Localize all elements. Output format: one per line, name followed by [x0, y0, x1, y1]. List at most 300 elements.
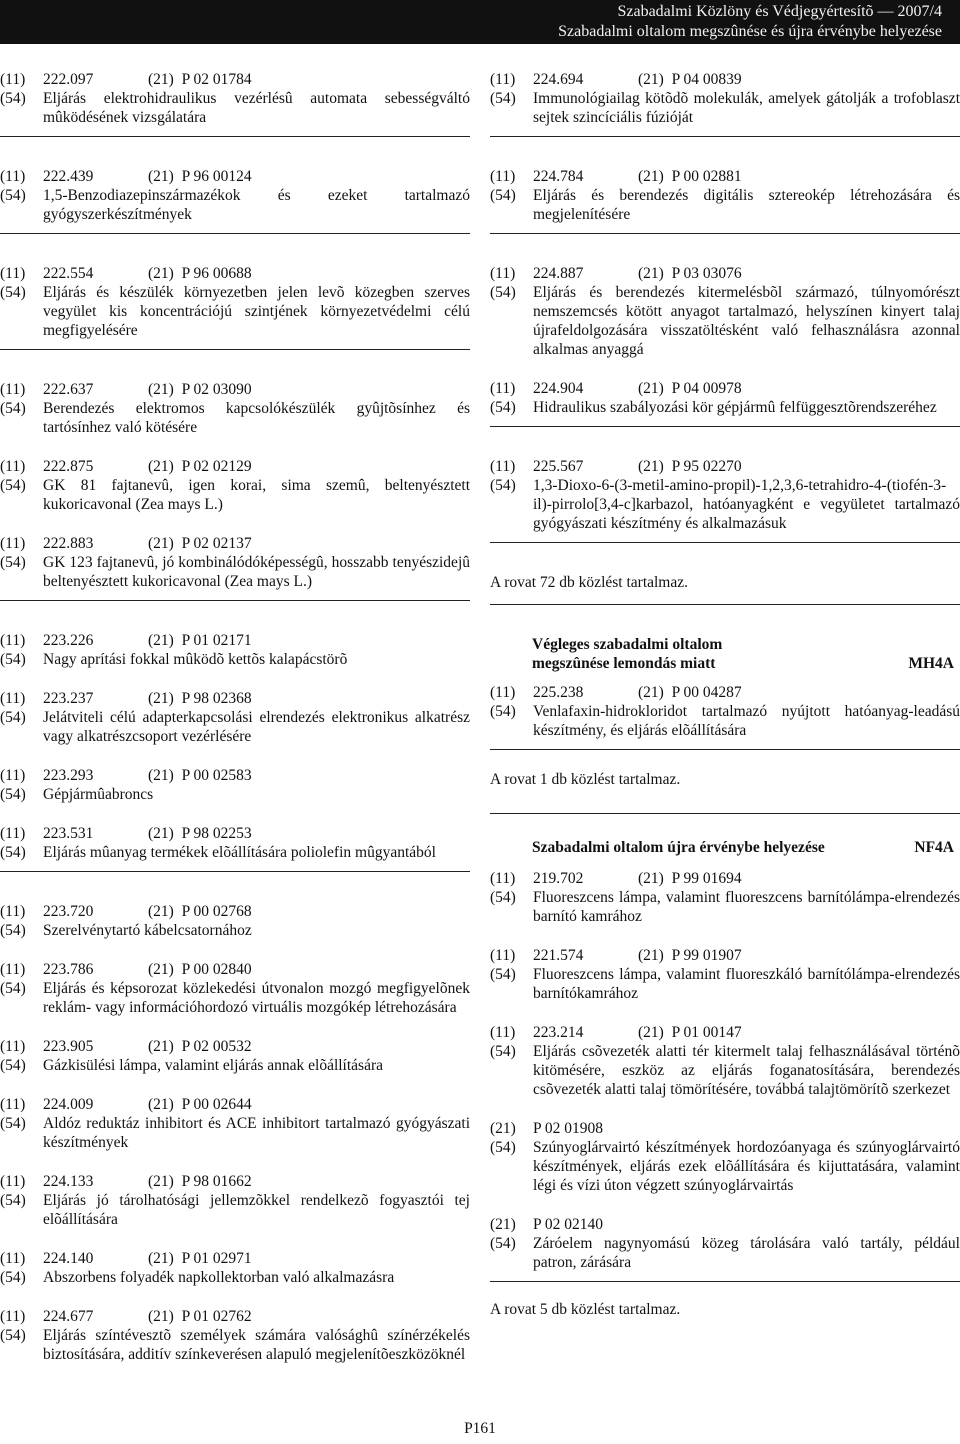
- code-21-label: (21): [638, 458, 664, 475]
- spacer: [490, 359, 960, 379]
- patent-number-cell: [43, 264, 470, 283]
- patent-number: 223.786: [43, 961, 94, 978]
- section-heading-line2: megszûnése lemondás miatt: [532, 655, 716, 672]
- invention-title: Aldóz reduktáz inhibitort és ACE inhibitort tartalmazó gyógyászati készítmények: [43, 1115, 470, 1151]
- patent-number-row: [490, 683, 960, 702]
- code-21-label: (21): [638, 71, 664, 88]
- patent-number: 223.226: [43, 632, 94, 649]
- spacer: [0, 1152, 470, 1172]
- title-row: [490, 398, 960, 417]
- patent-number-cell: [533, 70, 960, 89]
- spacer: [0, 746, 470, 766]
- code-54-label: (54): [0, 187, 26, 204]
- patent-number-cell: [43, 457, 470, 476]
- code-54-label: (54): [490, 284, 516, 301]
- code-11-label: (11): [0, 632, 26, 649]
- spacer: [0, 147, 470, 167]
- spacer: [0, 514, 470, 534]
- code-11-label: (11): [0, 458, 26, 475]
- patent-number-row: [490, 1023, 960, 1042]
- code-11-label: (11): [0, 1173, 26, 1190]
- title-row: [490, 1234, 960, 1272]
- application-number: P 01 02971: [181, 1250, 252, 1267]
- code-11-label: (11): [490, 684, 516, 701]
- patent-number-cell: [533, 379, 960, 398]
- invention-title: Eljárás és képsorozat közlekedési útvonalon mozgó megfigyelõnek reklám- vagy információhordozó virtuális mozgókép létrehozására: [43, 980, 470, 1016]
- patent-entry: [0, 380, 470, 437]
- divider: [490, 426, 960, 427]
- divider: [490, 136, 960, 137]
- application-number: P 98 02368: [181, 690, 252, 707]
- invention-title: Immunológiailag kötõdõ molekulák, amelyek gátolják a trofoblaszt sejtek szincíciális fúzióját: [533, 90, 960, 126]
- code-11-label: (11): [0, 1250, 26, 1267]
- code-21-label: (21): [638, 168, 664, 185]
- title-row: [0, 785, 470, 804]
- invention-title: Fluoreszcens lámpa, valamint fluoreszcens barnítólámpa-elrendezés barnító kamrához: [533, 889, 960, 925]
- code-11-label: (11): [0, 1308, 26, 1325]
- patent-entry: [490, 264, 960, 359]
- code-21-label: (21): [148, 535, 174, 552]
- spacer: [0, 804, 470, 824]
- code-21-label: (21): [490, 1120, 516, 1137]
- patent-number-row: [490, 869, 960, 888]
- code-21-label: (21): [148, 690, 174, 707]
- patent-number: 222.883: [43, 535, 94, 552]
- code-11-label: (11): [0, 535, 26, 552]
- invention-title: 1,5-Benzodiazepinszármazékok és ezeket tartalmazó gyógyszerkészítmények: [43, 187, 470, 223]
- title-row: [0, 476, 470, 514]
- code-54-label: (54): [0, 786, 26, 803]
- application-number: P 99 01694: [671, 870, 742, 887]
- code-11-label: (11): [0, 903, 26, 920]
- patent-number: 219.702: [533, 870, 584, 887]
- code-11-label: (11): [0, 1038, 26, 1055]
- patent-number-cell: [43, 1037, 470, 1056]
- patent-number-row: [0, 1172, 470, 1191]
- patent-number-row: [0, 534, 470, 553]
- spacer: [490, 760, 960, 770]
- invention-title: Gázkisülési lámpa, valamint eljárás annak elõállítására: [43, 1057, 384, 1074]
- code-54-label: (54): [0, 1327, 26, 1344]
- patent-number: 225.238: [533, 684, 584, 701]
- invention-title: GK 123 fajtanevû, jó kombinálódóképességû, hosszabb tenyészidejû beltenyésztett kukoricavonal (Zea mays L.): [43, 554, 470, 590]
- patent-entry: [0, 1307, 470, 1364]
- spacer: [490, 1099, 960, 1119]
- patent-number-row: [0, 824, 470, 843]
- patent-number-row: [490, 379, 960, 398]
- invention-title: Eljárás és berendezés kitermelésbõl származó, túlnyomórészt nemszemcsés kötött anyagot tartalmazó, helyszínen kinyert talaj újrafeldolgozására visszatöltésként való felhasználásra azonnal alkalmas anyaggá: [533, 284, 960, 358]
- patent-number: 223.293: [43, 767, 94, 784]
- application-number: P 02 01784: [181, 71, 252, 88]
- patent-number-row: [0, 766, 470, 785]
- section-heading-line1: Szabadalmi oltalom újra érvénybe helyezése: [532, 839, 825, 856]
- spacer: [490, 1195, 960, 1215]
- application-number: P 00 02840: [181, 961, 252, 978]
- code-54-label: (54): [0, 709, 26, 726]
- spacer: [0, 1075, 470, 1095]
- patent-entry: [490, 1215, 960, 1272]
- invention-title: Eljárás csõvezeték alatti tér kitermelt talaj felhasználásával történõ kitömésére, eszköz az eljárás foganatosítására, berendezés csõvezeték alatti talaj tömörítésére, továbbá talajtömörítõ szerkezet: [533, 1043, 960, 1098]
- patent-number-row: [0, 264, 470, 283]
- title-row: [490, 888, 960, 926]
- divider: [490, 604, 960, 605]
- patent-number-cell: [533, 1023, 960, 1042]
- patent-entry: [490, 167, 960, 224]
- code-21-label: (21): [490, 1216, 516, 1233]
- title-row: [490, 476, 960, 533]
- code-21-label: (21): [638, 380, 664, 397]
- spacer: [490, 147, 960, 167]
- invention-title: Berendezés elektromos kapcsolókészülék gyûjtõsínhez és tartósínhez való kötésére: [43, 400, 470, 436]
- spacer: [0, 669, 470, 689]
- patent-number-cell: [43, 689, 470, 708]
- title-row: [0, 843, 470, 862]
- application-number: P 02 02140: [533, 1216, 604, 1233]
- patent-number: 224.904: [533, 380, 584, 397]
- application-number: P 00 02881: [671, 168, 742, 185]
- spacer: [0, 437, 470, 457]
- code-11-label: (11): [0, 1096, 26, 1113]
- divider: [490, 1281, 960, 1282]
- patent-number-cell: [43, 1249, 470, 1268]
- code-54-label: (54): [490, 90, 516, 107]
- title-row: [490, 186, 960, 224]
- title-row: [0, 650, 470, 669]
- code-54-label: (54): [0, 1192, 26, 1209]
- invention-title: GK 81 fajtanevû, igen korai, sima szemû, beltenyésztett kukoricavonal (Zea mays L.): [43, 477, 470, 513]
- left-column: [0, 70, 470, 1364]
- patent-entry: [0, 960, 470, 1017]
- code-11-label: (11): [490, 458, 516, 475]
- code-54-label: (54): [490, 1235, 516, 1252]
- code-21-label: (21): [148, 1308, 174, 1325]
- application-number: P 01 00147: [671, 1024, 742, 1041]
- divider: [0, 349, 470, 350]
- patent-number-row: [0, 70, 470, 89]
- application-number: P 00 02644: [181, 1096, 252, 1113]
- code-54-label: (54): [490, 1043, 516, 1060]
- spacer: [0, 882, 470, 902]
- code-54-label: (54): [490, 187, 516, 204]
- patent-number-cell: [43, 766, 470, 785]
- title-row: [0, 89, 470, 127]
- code-54-label: (54): [0, 922, 26, 939]
- code-21-label: (21): [148, 458, 174, 475]
- application-number: P 98 02253: [181, 825, 252, 842]
- patent-number-row: [0, 631, 470, 650]
- code-54-label: (54): [0, 1115, 26, 1132]
- application-number: P 01 02171: [181, 632, 252, 649]
- section-count-note: A rovat 1 db közlést tartalmaz.: [490, 771, 681, 788]
- invention-title: Jelátviteli célú adapterkapcsolási elrendezés elektronikus alkatrész vagy alkatrészcsoport vezérlésére: [43, 709, 470, 745]
- code-54-label: (54): [0, 284, 26, 301]
- patent-number-row: [490, 264, 960, 283]
- patent-entry: [0, 1095, 470, 1152]
- patent-entry: [490, 70, 960, 127]
- code-54-label: (54): [490, 399, 516, 416]
- code-54-label: (54): [490, 966, 516, 983]
- patent-number: 222.097: [43, 71, 94, 88]
- patent-number-cell: [533, 683, 960, 702]
- patent-number: 222.875: [43, 458, 94, 475]
- code-54-label: (54): [0, 844, 26, 861]
- patent-number: 223.214: [533, 1024, 584, 1041]
- code-21-label: (21): [148, 381, 174, 398]
- section-title: Szabadalmi oltalom megszûnése és újra érvénybe helyezése: [558, 23, 942, 40]
- patent-entry: [0, 1249, 470, 1287]
- invention-title: Eljárás és berendezés digitális sztereokép létrehozására és megjelenítésére: [533, 187, 960, 223]
- section-heading: [490, 635, 960, 673]
- title-row: [0, 399, 470, 437]
- spacer: [490, 437, 960, 457]
- patent-number-row: [0, 689, 470, 708]
- code-54-label: (54): [0, 1057, 26, 1074]
- patent-number-row: [0, 380, 470, 399]
- code-21-label: (21): [148, 1173, 174, 1190]
- invention-title: Eljárás mûanyag termékek elõállítására poliolefin mûgyantából: [43, 844, 436, 861]
- patent-number-cell: [43, 1095, 470, 1114]
- patent-number-row: [0, 1249, 470, 1268]
- code-11-label: (11): [490, 71, 516, 88]
- section-entries: [490, 683, 960, 740]
- spacer: [490, 824, 960, 838]
- code-11-label: (11): [0, 168, 26, 185]
- application-number: P 95 02270: [671, 458, 742, 475]
- invention-title: Venlafaxin-hidrokloridot tartalmazó nyújtott hatóanyag-leadású készítmény, és eljárás elõállítására: [533, 703, 960, 739]
- application-number: P 96 00688: [181, 265, 252, 282]
- patent-number-row: [0, 1095, 470, 1114]
- invention-title: Gépjármûabroncs: [43, 786, 154, 803]
- code-21-label: (21): [148, 767, 174, 784]
- patent-number-row: [0, 457, 470, 476]
- divider: [490, 749, 960, 750]
- patent-entry: [0, 1037, 470, 1075]
- application-number: P 00 02583: [181, 767, 252, 784]
- patent-entry: [0, 457, 470, 514]
- patent-number: 225.567: [533, 458, 584, 475]
- code-21-label: (21): [148, 1250, 174, 1267]
- spacer: [490, 673, 960, 683]
- patent-number: 223.237: [43, 690, 94, 707]
- patent-number-row: [0, 902, 470, 921]
- invention-title: Szúnyoglárvairtó készítmények hordozóanyaga és szúnyoglárvairtó készítmények, eljárás ezek elõállítására és kijuttatására, valamint légi és vízi úton végzett szúnyoglárvairtás: [533, 1139, 960, 1194]
- spacer: [0, 1017, 470, 1037]
- title-row: [490, 1138, 960, 1195]
- patent-number: 224.784: [533, 168, 584, 185]
- section-count-note: A rovat 72 db közlést tartalmaz.: [490, 574, 688, 591]
- patent-entry: [0, 766, 470, 804]
- patent-entry: [0, 70, 470, 127]
- title-row: [0, 1114, 470, 1152]
- invention-title: Eljárás jó tárolhatósági jellemzõkkel rendelkezõ fogyasztói tej elõállítására: [43, 1192, 470, 1228]
- code-11-label: (11): [490, 1024, 516, 1041]
- invention-title: Eljárás színtévesztõ személyek számára valósághû színérzékelés biztosítására, additív színkeverésen alapuló megjelenítõeszközöknél: [43, 1327, 470, 1363]
- title-row: [0, 1326, 470, 1364]
- code-54-label: (54): [0, 980, 26, 997]
- code-11-label: (11): [0, 265, 26, 282]
- code-11-label: (11): [0, 767, 26, 784]
- spacer: [490, 857, 960, 869]
- code-21-label: (21): [148, 168, 174, 185]
- code-54-label: (54): [0, 477, 26, 494]
- patent-entry: [490, 457, 960, 533]
- application-number-row: [490, 1215, 960, 1234]
- page-number: P161: [464, 1420, 496, 1437]
- code-21-label: (21): [638, 1024, 664, 1041]
- divider: [490, 542, 960, 543]
- divider: [0, 136, 470, 137]
- patent-entry: [0, 631, 470, 669]
- patent-entry: [490, 946, 960, 1003]
- code-21-label: (21): [638, 265, 664, 282]
- patent-entry: [0, 902, 470, 940]
- patent-number-row: [490, 457, 960, 476]
- code-21-label: (21): [148, 632, 174, 649]
- code-11-label: (11): [490, 947, 516, 964]
- invention-title: 1,3-Dioxo-6-(3-metil-amino-propil)-1,2,3,6-tetrahidro-4-(tiofén-3-il)-pirrolo[3,4-c]karbazol, hatóanyagként e vegyületet tartalmazó gyógyászati készítmény és alkalmazásuk: [533, 477, 960, 532]
- section-nf4a: [490, 838, 960, 1319]
- spacer: [490, 244, 960, 264]
- code-11-label: (11): [490, 870, 516, 887]
- title-row: [490, 1042, 960, 1099]
- code-54-label: (54): [490, 1139, 516, 1156]
- patent-entry: [0, 689, 470, 746]
- code-54-label: (54): [0, 400, 26, 417]
- code-21-label: (21): [638, 684, 664, 701]
- patent-number-row: [490, 946, 960, 965]
- application-number: P 02 03090: [181, 381, 252, 398]
- divider: [490, 233, 960, 234]
- patent-number-cell: [43, 960, 470, 979]
- code-54-label: (54): [490, 889, 516, 906]
- title-row: [490, 702, 960, 740]
- patent-number: 223.531: [43, 825, 94, 842]
- patent-number: 224.887: [533, 265, 584, 282]
- patent-entry: [490, 1119, 960, 1195]
- title-row: [490, 965, 960, 1003]
- code-54-label: (54): [490, 477, 516, 494]
- patent-number: 224.694: [533, 71, 584, 88]
- code-11-label: (11): [490, 265, 516, 282]
- patent-entry: [0, 167, 470, 224]
- patent-number: 224.140: [43, 1250, 94, 1267]
- patent-number-cell: [533, 457, 960, 476]
- patent-entry: [0, 1172, 470, 1229]
- patent-number-row: [490, 70, 960, 89]
- patent-number: 222.554: [43, 265, 94, 282]
- spacer: [490, 1003, 960, 1023]
- application-number: P 99 01907: [671, 947, 742, 964]
- patent-number-row: [490, 167, 960, 186]
- patent-number-row: [0, 1307, 470, 1326]
- section-count-note: A rovat 5 db közlést tartalmaz.: [490, 1301, 681, 1318]
- patent-number-cell: [43, 70, 470, 89]
- title-row: [0, 283, 470, 340]
- code-11-label: (11): [0, 690, 26, 707]
- invention-title: Fluoreszcens lámpa, valamint fluoreszkáló barnítólámpa-elrendezés barnítókamrához: [533, 966, 960, 1002]
- code-21-label: (21): [638, 947, 664, 964]
- application-number: P 02 00532: [181, 1038, 252, 1055]
- patent-entry: [0, 534, 470, 591]
- invention-title: Szerelvénytartó kábelcsatornához: [43, 922, 252, 939]
- patent-number-cell: [43, 380, 470, 399]
- title-row: [0, 921, 470, 940]
- patent-entry: [490, 379, 960, 417]
- right-entries-group: [490, 70, 960, 533]
- patent-number-cell: [533, 869, 960, 888]
- code-11-label: (11): [0, 961, 26, 978]
- patent-entry: [0, 264, 470, 340]
- patent-number: 221.574: [533, 947, 584, 964]
- right-column: [490, 70, 960, 1319]
- spacer: [490, 615, 960, 635]
- section-heading: [490, 838, 960, 857]
- application-number: P 02 02129: [181, 458, 252, 475]
- title-row: [490, 89, 960, 127]
- title-row: [0, 979, 470, 1017]
- application-number: P 01 02762: [181, 1308, 252, 1325]
- spacer: [0, 244, 470, 264]
- application-number: P 03 03076: [671, 265, 742, 282]
- divider: [0, 233, 470, 234]
- patent-number: 224.677: [43, 1308, 94, 1325]
- title-row: [490, 283, 960, 359]
- title-row: [0, 1268, 470, 1287]
- invention-title: Abszorbens folyadék napkollektorban való alkalmazásra: [43, 1269, 395, 1286]
- code-54-label: (54): [490, 703, 516, 720]
- application-number-row: [490, 1119, 960, 1138]
- patent-entry: [0, 824, 470, 862]
- patent-number-row: [0, 960, 470, 979]
- divider: [0, 871, 470, 872]
- code-21-label: (21): [148, 825, 174, 842]
- invention-title: Hidraulikus szabályozási kör gépjármû felfüggesztõrendszeréhez: [533, 399, 937, 416]
- patent-number: 222.637: [43, 381, 94, 398]
- patent-number-cell: [43, 534, 470, 553]
- patent-number-cell: [533, 167, 960, 186]
- code-11-label: (11): [0, 71, 26, 88]
- code-21-label: (21): [148, 71, 174, 88]
- application-number: P 02 01908: [533, 1120, 604, 1137]
- application-number: P 00 04287: [671, 684, 742, 701]
- patent-number-cell: [533, 946, 960, 965]
- invention-title: Eljárás elektrohidraulikus vezérlésû automata sebességváltó mûködésének vizsgálatára: [43, 90, 470, 126]
- section-mh4a: [490, 635, 960, 789]
- patent-number: 222.439: [43, 168, 94, 185]
- spacer: [0, 360, 470, 380]
- section-heading-line1: Végleges szabadalmi oltalom: [532, 636, 723, 653]
- code-21-label: (21): [638, 870, 664, 887]
- spacer: [490, 926, 960, 946]
- application-number: P 96 00124: [181, 168, 252, 185]
- code-11-label: (11): [490, 168, 516, 185]
- code-54-label: (54): [0, 651, 26, 668]
- application-number: P 98 01662: [181, 1173, 252, 1190]
- patent-number-cell: [43, 824, 470, 843]
- code-54-label: (54): [0, 1269, 26, 1286]
- code-11-label: (11): [0, 825, 26, 842]
- patent-number: 224.009: [43, 1096, 94, 1113]
- application-number: P 00 02768: [181, 903, 252, 920]
- patent-entry: [490, 869, 960, 926]
- title-row: [0, 553, 470, 591]
- application-number: P 04 00978: [671, 380, 742, 397]
- spacer: [490, 1292, 960, 1300]
- patent-number-row: [0, 167, 470, 186]
- section-entries: [490, 869, 960, 1272]
- title-row: [0, 1191, 470, 1229]
- patent-number-cell: [43, 1307, 470, 1326]
